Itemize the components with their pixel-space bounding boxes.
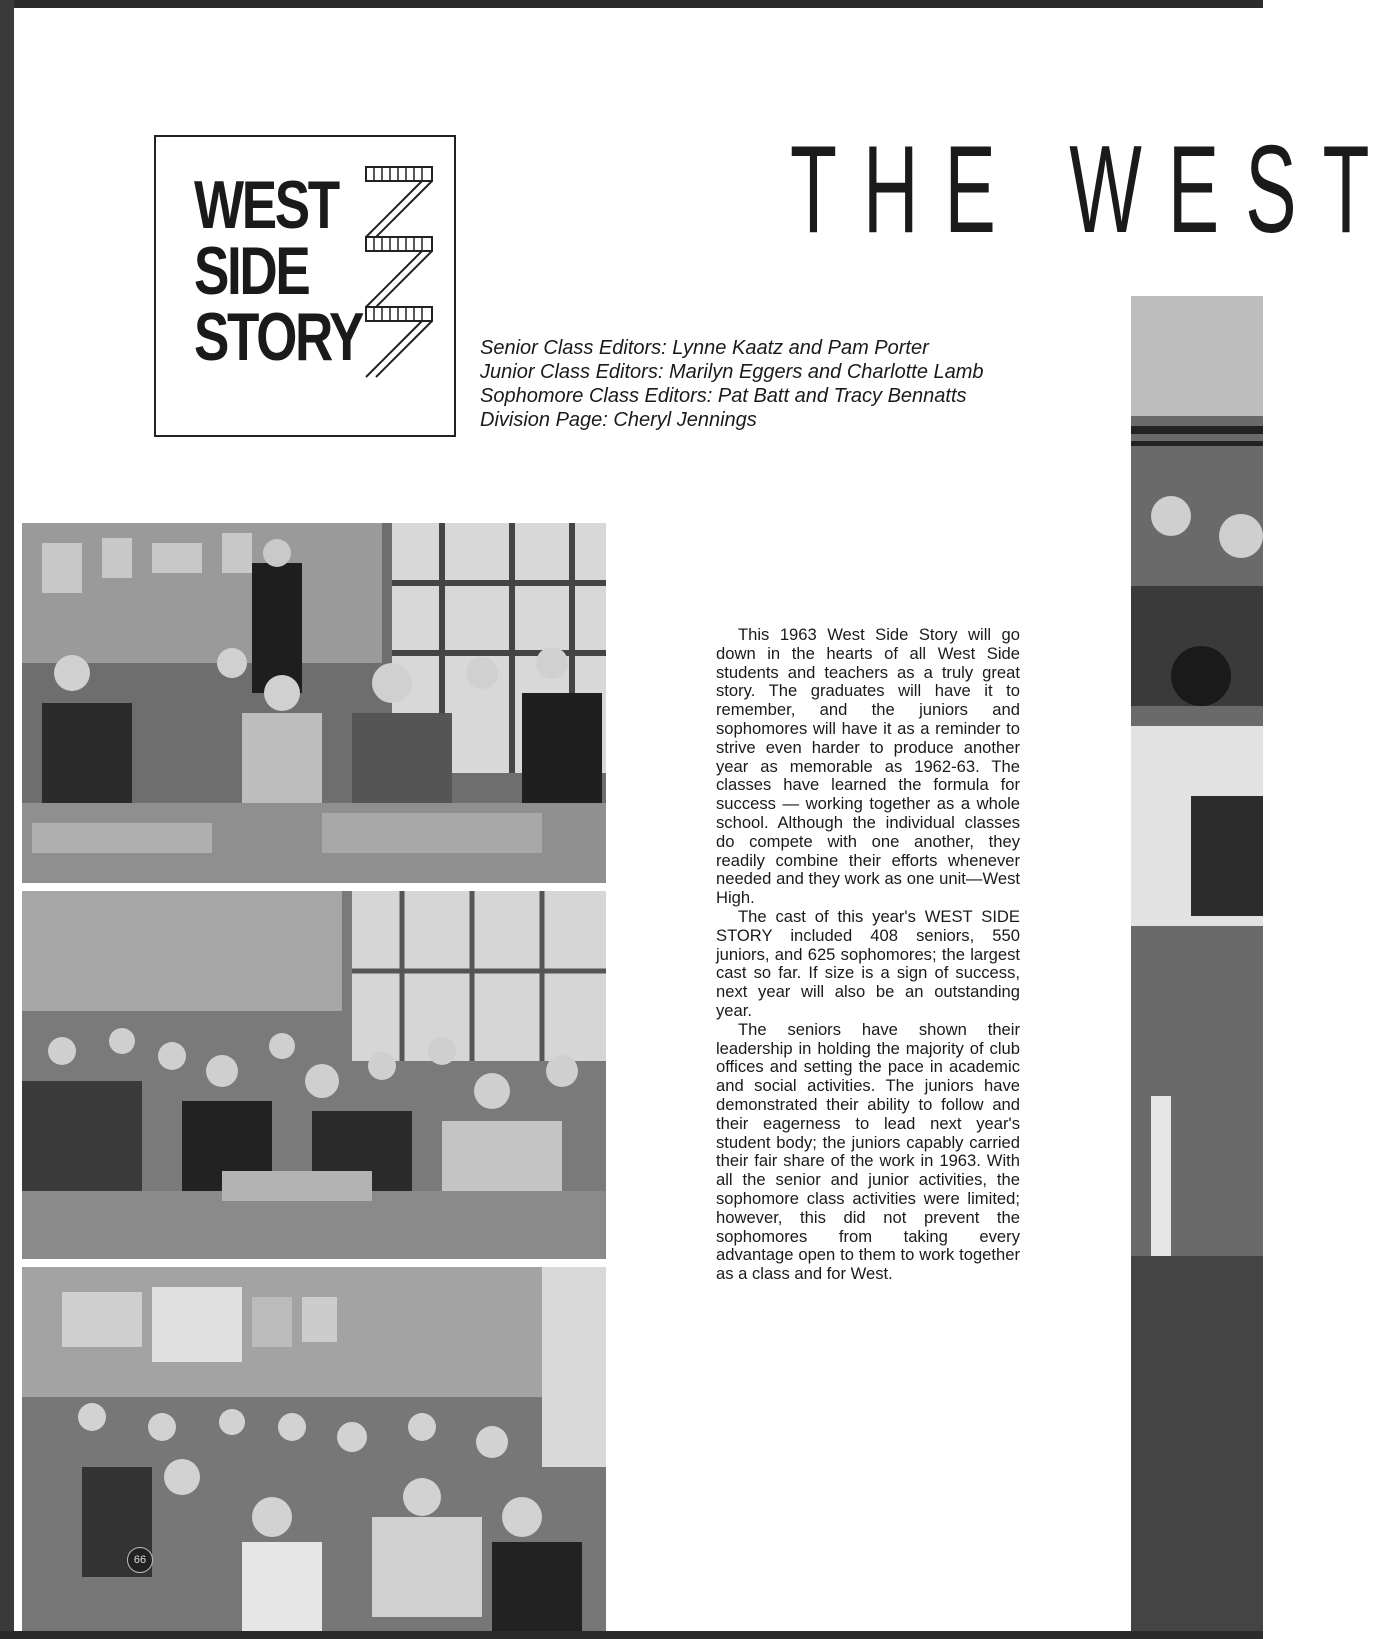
editors-credits [480,336,1100,432]
body-paragraph-2: The cast of this year's WEST SIDE STORY included 408 seniors, 550 juniors, and 625 sophomores; the largest cast so far. If size is a sign of success, next year will also be an outstanding year. [716,906,1020,1020]
crowd-photo-right [1131,296,1263,1631]
page-title: THE WEST [790,121,1396,259]
fire-escape-stairs-icon [326,167,436,377]
page-binding-edge [0,0,14,1639]
sophomore-editors-line: Sophomore Class Editors: Pat Batt and Tracy Bennatts [480,385,967,407]
body-paragraph-1: This 1963 West Side Story will go down in the hearts of all West Side students and teachers as a truly great story. The graduates will have it to remember, and the juniors and sophomores will have it as a reminder to strive even harder to produce another year as memorable as 1962-63. The classes have learned the formula for success — working together as a whole school. Although the individual classes do compete with one another, they readily combine their efforts whenever needed and they work as one unit—West High. [716,625,1020,908]
page-number-badge: 66 [127,1547,153,1573]
classroom-photo-1 [22,523,606,883]
junior-editors-line: Junior Class Editors: Marilyn Eggers and Charlotte Lamb [480,361,984,383]
west-side-story-logo [154,135,456,437]
page-bottom-edge [0,1631,1263,1639]
classroom-photo-2 [22,891,606,1259]
body-paragraph-3: The seniors have shown their leadership in holding the majority of club offices and setting the pace in academic and social activities. The juniors have demonstrated their ability to follow and their eagerness to lead next year's student body; the juniors capably carried their fair share of the work in 1963. With all the senior and junior activities, the sophomore class activities were limited; however, this did not prevent the sophomores from taking every advantage open to them to work together as a class and for West. [716,1019,1020,1284]
logo-line-story: STORY [194,299,363,375]
logo-line-west: WEST [194,167,338,243]
classroom-photo-3 [22,1267,606,1631]
page-top-edge [0,0,1263,8]
senior-editors-line: Senior Class Editors: Lynne Kaatz and Pam Porter [480,337,929,359]
division-page-line: Division Page: Cheryl Jennings [480,409,757,431]
story-body-text [716,626,1020,1284]
logo-line-side: SIDE [194,233,309,309]
